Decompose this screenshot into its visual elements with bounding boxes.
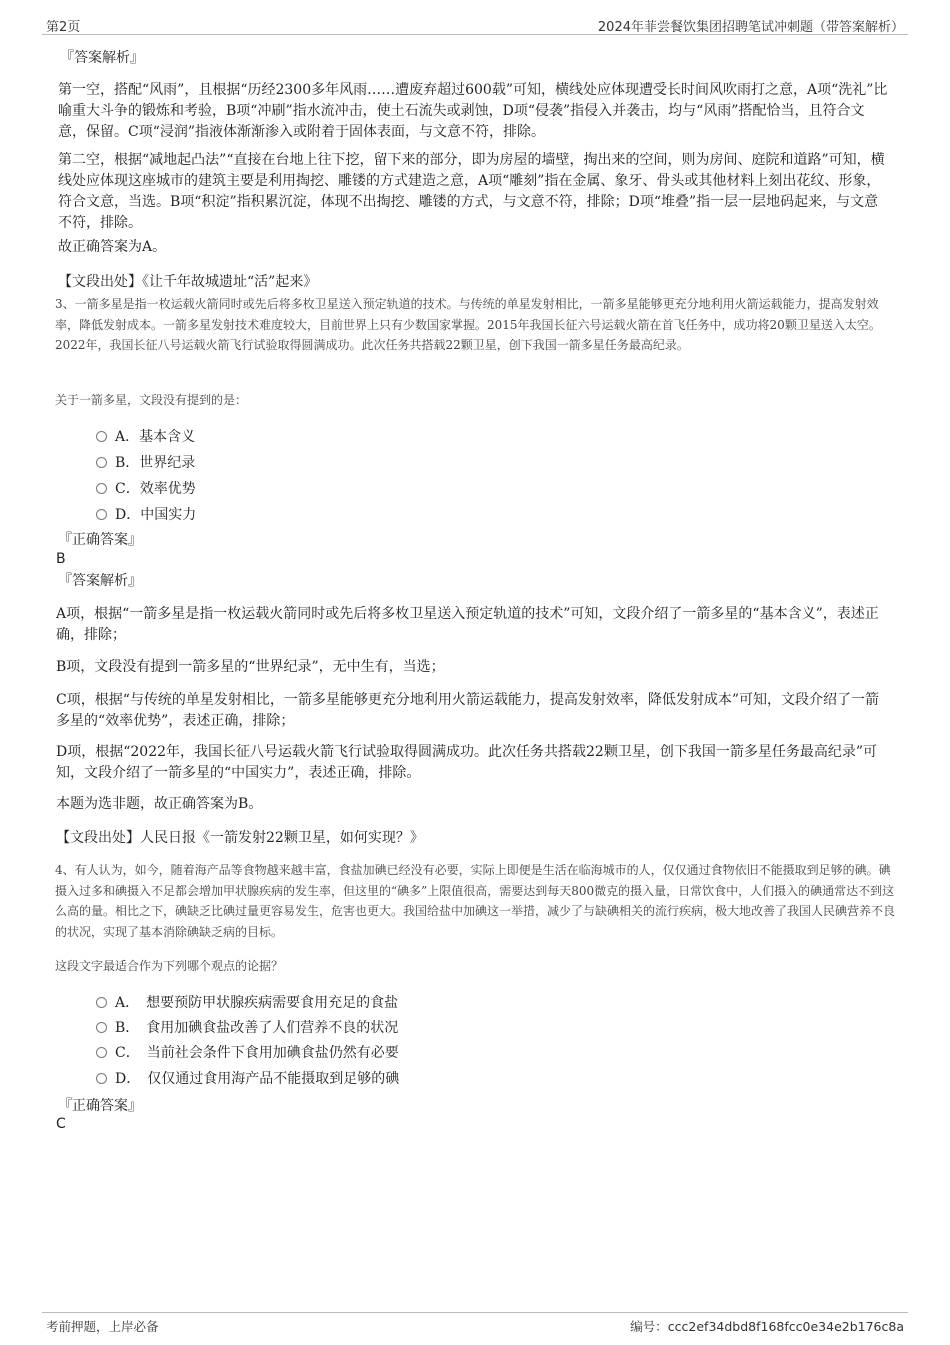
radio-icon[interactable] [96,1047,107,1058]
q3-option-a[interactable]: A．基本含义 [96,425,195,447]
radio-icon[interactable] [96,997,107,1008]
q3-answer-label: 『正确答案』 [58,532,142,548]
q3-source: 【文段出处】人民日报《一箭发射22颗卫星，如何实现？》 [56,830,424,846]
q3-analysis-d: D项，根据“2022年，我国长征八号运载火箭飞行试验取得圆满成功。此次任务共搭载22颗卫星，创下我国一箭多星任务最高纪录”可知，文段介绍了一箭多星的“中国实力”，表述正确，排除。 [56,744,877,781]
page-number: 第2页 [46,20,81,35]
q3-analysis-a: A项，根据“一箭多星是指一枚运载火箭同时或先后将多枚卫星送入预定轨道的技术”可知，文段介绍了一箭多星的“基本含义”，表述正确，排除； [56,606,879,643]
q3-option-d[interactable]: D．中国实力 [96,503,196,525]
footer-slogan: 考前押题，上岸必备 [46,1319,159,1334]
q2-analysis-p2: 第二空，根据“减地起凸法”“直接在台地上往下挖，留下来的部分，即为房屋的墙壁，掏出来的空间，则为房间、庭院和道路”可知，横线处应体现这座城市的建筑主要是利用掏挖、雕镂的方式建造之意，A项“雕刻”指在金属、象牙、骨头或其他材料上刻出花纹、形象，符合文意，当选。B项“积淀”指积累沉淀，体现不出掏挖、雕镂的方式，与文意不符，排除；D项“堆叠”指一层一层地码起来，与文意不符，排除。 [58,152,885,231]
q4-stem: 4、有人认为，如今，随着海产品等食物越来越丰富，食盐加碘已经没有必要，实际上即便是生活在临海城市的人，仅仅通过食物依旧不能摄取到足够的碘。碘摄入过多和碘摄入不足都会增加甲状腺疾病的发生率，但这里的“碘多”上限值很高，需要达到每天800微克的摄入量，日常饮食中，人们摄入的碘通常达不到这么高的量。相比之下，碘缺乏比碘过量更容易发生，危害也更大。我国给盐中加碘这一举措，减少了与缺碘相关的流行疾病，极大地改善了我国人民碘营养不良的状况，实现了基本消除碘缺乏病的目标。 [55,863,896,939]
radio-icon[interactable] [96,509,107,520]
q3-option-b[interactable]: B．世界纪录 [96,451,195,473]
q2-analysis-p1: 第一空，搭配“风雨”，且根据“历经2300多年风雨……遭废弃超过600载”可知，横线处应体现遭受长时间风吹雨打之意，A项“洗礼”比喻重大斗争的锻炼和考验，B项“冲刷”指水流冲击，使土石流失或剥蚀，D项“侵袭”指侵入并袭击，均与“风雨”搭配恰当，且符合文意，保留。C项“浸润”指液体渐渐渗入或附着于固体表面，与文意不符，排除。 [58,82,888,140]
page-header [42,14,908,35]
q4-answer: C [56,1116,66,1132]
document-title: 2024年菲尝餐饮集团招聘笔试冲刺题（带答案解析） [597,20,904,35]
q4-option-c[interactable]: C． 当前社会条件下食用加碘食盐仍然有必要 [96,1041,399,1063]
radio-icon[interactable] [96,1073,107,1084]
q4-option-a[interactable]: A． 想要预防甲状腺疾病需要食用充足的食盐 [96,991,398,1013]
radio-icon[interactable] [96,457,107,468]
document-id: 编号：ccc2ef34dbd8f168fcc0e34e2b176c8a [630,1319,904,1334]
q3-analysis-label: 『答案解析』 [58,573,142,589]
q4-option-d[interactable]: D． 仅仅通过食用海产品不能摄取到足够的碘 [96,1067,399,1089]
q3-question: 关于一箭多星，文段没有提到的是： [55,393,248,407]
q3-stem: 3、一箭多星是指一枚运载火箭同时或先后将多枚卫星送入预定轨道的技术。与传统的单星发射相比，一箭多星能够更充分地利用火箭运载能力，提高发射效率，降低发射成本。一箭多星发射技术难度较大，目前世界上只有少数国家掌握。2015年我国长征六号运载火箭在首飞任务中，成功将20颗卫星送入太空。2022年，我国长征八号运载火箭飞行试验取得圆满成功。此次任务共搭载22颗卫星，创下我国一箭多星任务最高纪录。 [55,297,881,352]
page-footer [42,1312,908,1335]
q3-analysis-c: C项，根据“与传统的单星发射相比，一箭多星能够更充分地利用火箭运载能力，提高发射效率，降低发射成本”可知，文段介绍了一箭多星的“效率优势”，表述正确，排除； [56,692,880,729]
q3-analysis-b: B项，文段没有提到一箭多星的“世界纪录”，无中生有，当选； [56,659,445,675]
q2-analysis-label: 『答案解析』 [60,50,144,66]
q4-answer-label: 『正确答案』 [58,1098,142,1114]
radio-icon[interactable] [96,1022,107,1033]
q3-option-c[interactable]: C．效率优势 [96,477,196,499]
q3-answer: B [56,551,66,567]
q4-option-b[interactable]: B． 食用加碘食盐改善了人们营养不良的状况 [96,1016,398,1038]
radio-icon[interactable] [96,431,107,442]
radio-icon[interactable] [96,483,107,494]
q2-conclusion: 故正确答案为A。 [58,239,167,255]
q2-source: 【文段出处】《让千年故城遗址“活”起来》 [58,274,318,290]
q4-question: 这段文字最适合作为下列哪个观点的论据？ [55,959,284,973]
q3-conclusion: 本题为选非题，故正确答案为B。 [56,796,263,812]
